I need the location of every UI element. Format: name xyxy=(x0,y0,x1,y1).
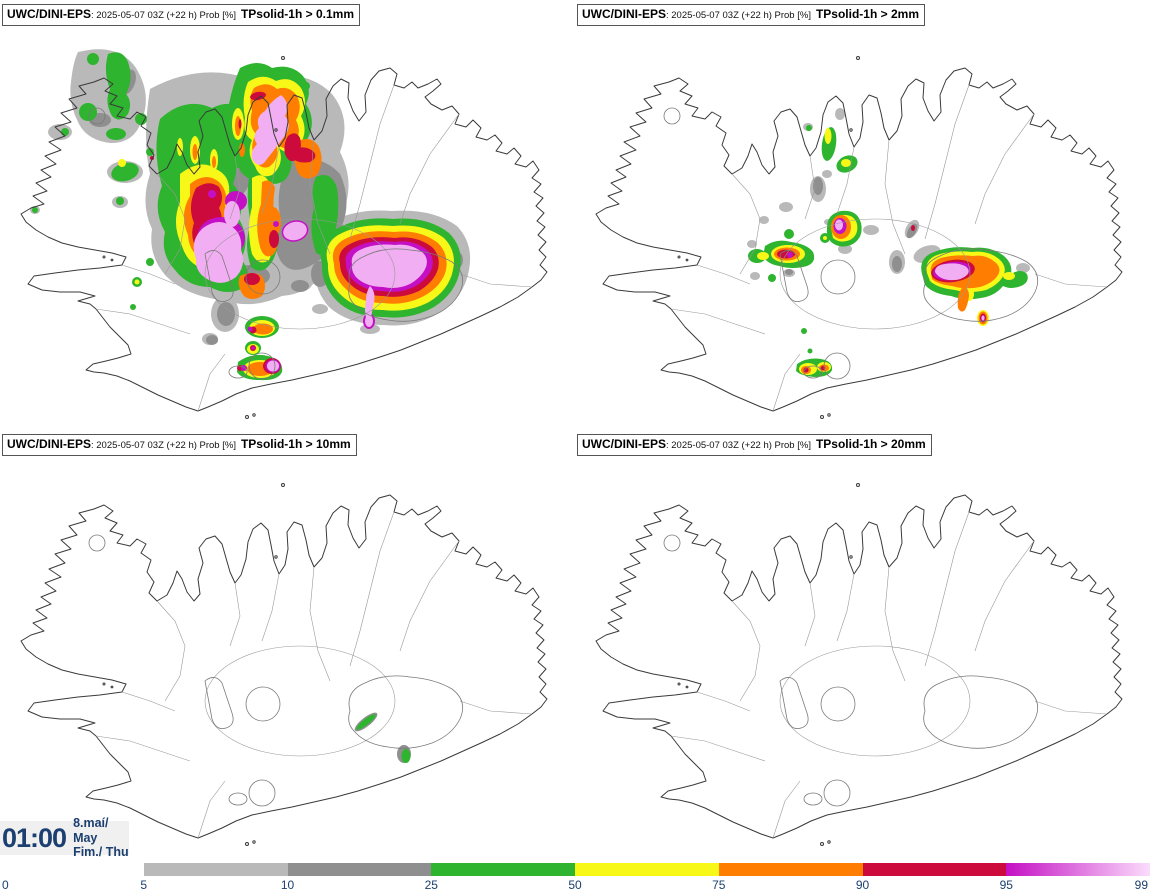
probability-colorbar xyxy=(0,857,1150,891)
colorbar-tick-5: 5 xyxy=(140,878,148,891)
map-panel-tp-2mm xyxy=(575,0,1150,425)
panel-title xyxy=(577,434,932,456)
colorbar-tick-10: 10 xyxy=(280,878,295,891)
prob-field-10mm xyxy=(352,710,411,763)
valid-date-line1: 8.maí/ May xyxy=(73,816,109,845)
colorbar-tick-95: 95 xyxy=(999,878,1013,891)
threshold-label: TPsolid-1h > 2mm xyxy=(815,7,919,21)
colorbar-tick-75: 75 xyxy=(712,878,726,891)
panel-title xyxy=(577,4,925,26)
colorbar-tick-90: 90 xyxy=(855,878,870,891)
panel-title xyxy=(2,4,360,26)
prob-field-0.1mm xyxy=(30,49,470,380)
iceland-map xyxy=(575,24,1150,424)
iceland-map xyxy=(0,451,575,851)
colorbar-tick-0: 0 xyxy=(2,878,9,891)
model-name: UWC/DINI-EPS xyxy=(582,7,666,21)
valid-time-box xyxy=(0,816,129,860)
threshold-label: TPsolid-1h > 0.1mm xyxy=(240,7,355,21)
colorbar-tick-99: 99 xyxy=(1134,878,1148,891)
threshold-label: TPsolid-1h > 20mm xyxy=(815,437,926,451)
run-info: : 2025-05-07 03Z (+22 h) Prob [%] xyxy=(91,440,236,451)
map-panel-tp-0.1mm xyxy=(0,0,575,425)
valid-time: 01:00 xyxy=(2,822,67,853)
colorbar-segment-95-99 xyxy=(1006,863,1150,876)
run-info: : 2025-05-07 03Z (+22 h) Prob [%] xyxy=(666,10,811,21)
colorbar-segment-90-95 xyxy=(863,863,1007,876)
colorbar-segment-50-75 xyxy=(575,863,719,876)
valid-date-line2: Fim./ Thu xyxy=(73,845,129,860)
iceland-map xyxy=(0,24,575,424)
iceland-map xyxy=(575,451,1150,851)
run-info: : 2025-05-07 03Z (+22 h) Prob [%] xyxy=(91,10,236,21)
valid-date xyxy=(73,816,129,859)
model-name: UWC/DINI-EPS xyxy=(7,7,91,21)
map-panel-tp-20mm xyxy=(575,425,1150,891)
colorbar-tick-25: 25 xyxy=(424,878,438,891)
colorbar-tick-50: 50 xyxy=(568,878,582,891)
colorbar-segment-25-50 xyxy=(431,863,575,876)
run-info: : 2025-05-07 03Z (+22 h) Prob [%] xyxy=(666,440,811,451)
model-name: UWC/DINI-EPS xyxy=(7,437,91,451)
threshold-label: TPsolid-1h > 10mm xyxy=(240,437,351,451)
colorbar-segment-75-90 xyxy=(719,863,863,876)
model-name: UWC/DINI-EPS xyxy=(582,437,666,451)
panel-title xyxy=(2,434,357,456)
colorbar-segment-10-25 xyxy=(288,863,432,876)
colorbar-segment-5-10 xyxy=(144,863,288,876)
colorbar xyxy=(144,863,1150,876)
